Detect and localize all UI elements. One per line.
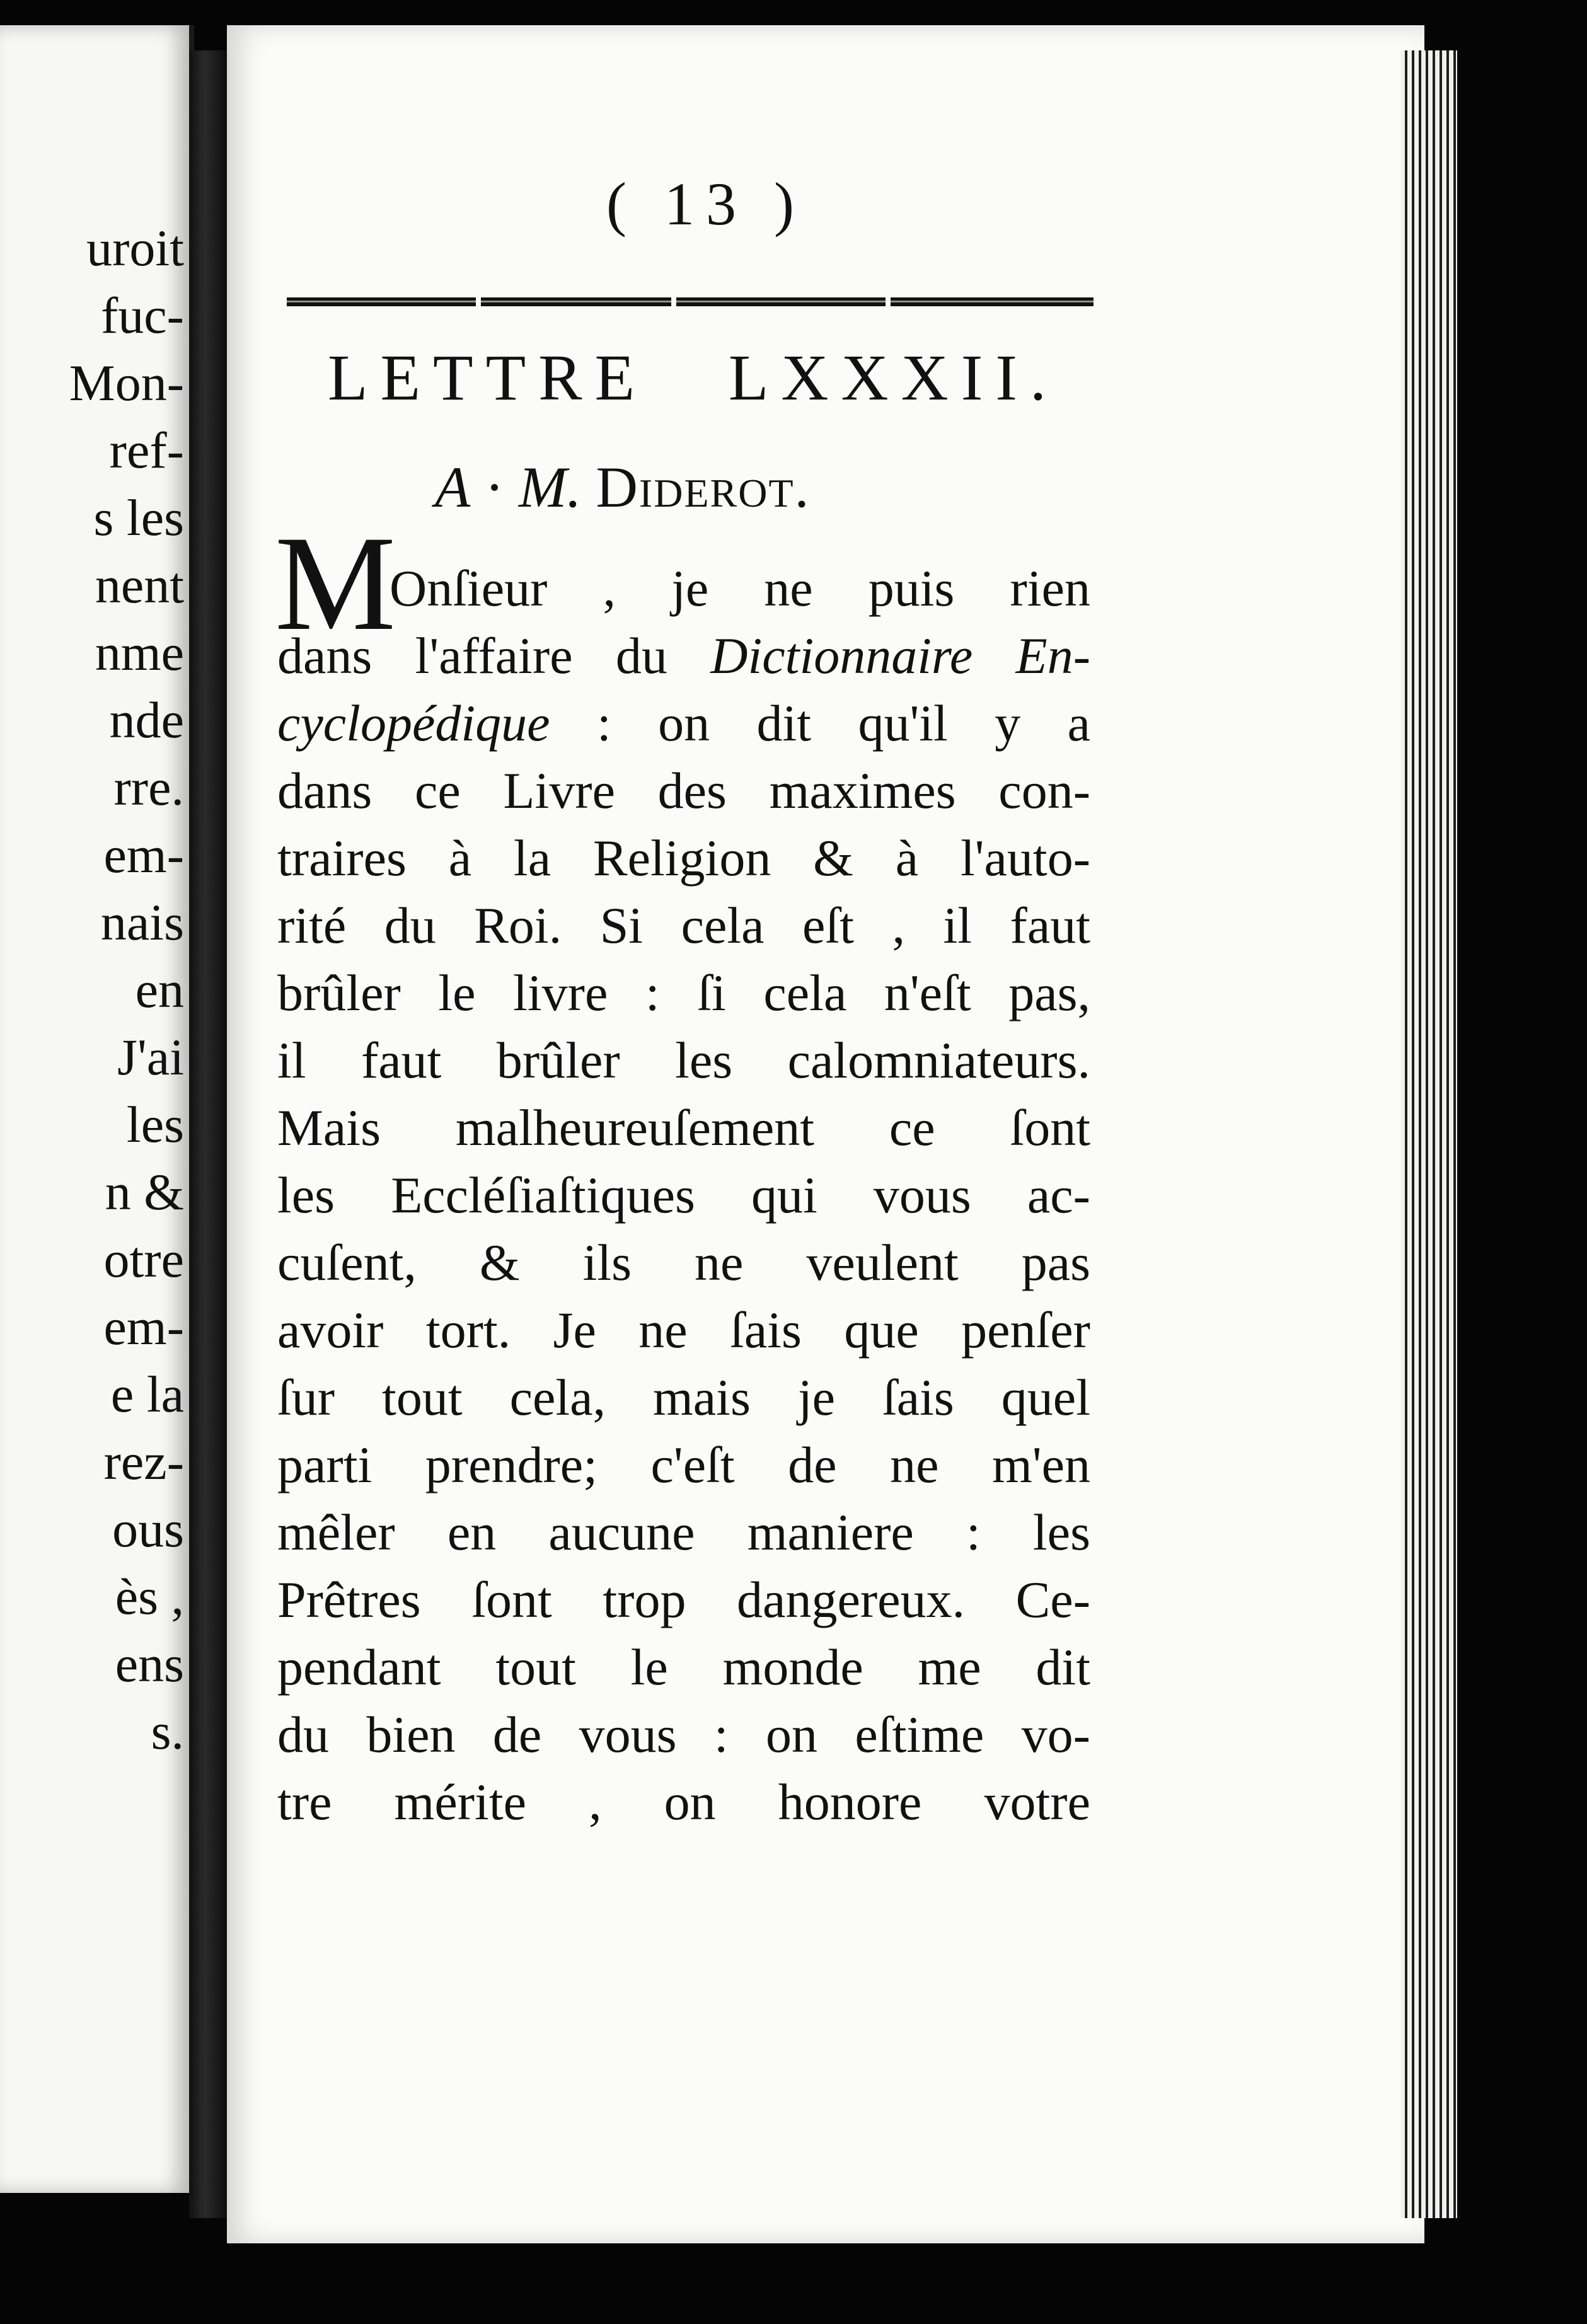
text-line: pendant tout le monde me dit [277,1638,1090,1696]
left-line: nais [100,894,184,951]
left-line: ens [115,1635,184,1693]
left-line: J'ai [117,1028,184,1086]
text-line: Onſieur , je ne puis rien [390,560,1090,617]
text-line: avoir tort. Je ne ſais que penſer [277,1301,1090,1359]
text-line: les Eccléſiaſtiques qui vous ac- [277,1166,1090,1224]
left-page-fragment [0,25,194,2193]
left-page-text [0,214,184,1765]
text-line: traires à la Religion & à l'auto- [277,829,1090,887]
drop-cap: M [275,508,396,659]
left-line: n & [105,1163,184,1221]
letter-title [328,340,1059,415]
book-gutter [189,50,228,2218]
text-line: Prêtres ſont trop dangereux. Ce- [277,1571,1090,1628]
recipient-dot: · [485,455,504,519]
left-line: en [135,961,184,1018]
recipient-a: A [435,455,471,519]
text-line: cuſent, & ils ne veulent pas [277,1234,1090,1291]
text-line: dans l'affaire du Dictionnaire En- [277,627,1090,684]
left-line: s les [93,489,184,546]
text-line: dans ce Livre des maximes con- [277,762,1090,819]
left-line: nent [95,556,184,614]
left-line: les [126,1096,184,1153]
left-line: otre [103,1231,184,1288]
header-rule [287,295,1094,309]
left-line: rre. [113,759,184,816]
text-line: Mais malheureuſement ce ſont [277,1099,1090,1156]
letter-title-word: LETTRE [328,342,648,414]
page-number: ( 13 ) [606,170,805,238]
left-line: em- [103,826,184,883]
page-stack-edge [1400,50,1457,2218]
recipient-title: M. [518,455,582,519]
letter-number: LXXXII. [728,342,1059,414]
left-line: ès , [115,1568,184,1625]
left-line: e la [110,1366,184,1423]
left-line: s. [151,1703,184,1760]
left-line: Mon- [69,354,184,411]
letter-body [277,555,1090,1836]
left-line: em- [103,1298,184,1355]
letter-recipient [435,454,1002,521]
text-line: rité du Roi. Si cela eſt , il faut [277,897,1090,954]
text-line: ſur tout cela, mais je ſais quel [277,1369,1090,1426]
recipient-name: Diderot. [596,455,811,519]
text-line: du bien de vous : on eſtime vo- [277,1706,1090,1763]
left-line: rez- [103,1433,184,1490]
text-line: brûler le livre : ſi cela n'eſt pas, [277,964,1090,1021]
left-line: nde [109,691,184,749]
text-line: tre mérite , on honore votre [277,1773,1090,1831]
text-line: cyclopédique : on dit qu'il y a [277,694,1090,752]
left-line: nme [95,624,184,681]
left-line: uroit [86,219,184,277]
text-line: parti prendre; c'eſt de ne m'en [277,1436,1090,1493]
text-line: mêler en aucune maniere : les [277,1504,1090,1561]
left-line: ous [112,1500,184,1558]
left-line: fuc- [100,287,184,344]
left-line: ref- [109,422,184,479]
text-line: il faut brûler les calomniateurs. [277,1032,1090,1089]
